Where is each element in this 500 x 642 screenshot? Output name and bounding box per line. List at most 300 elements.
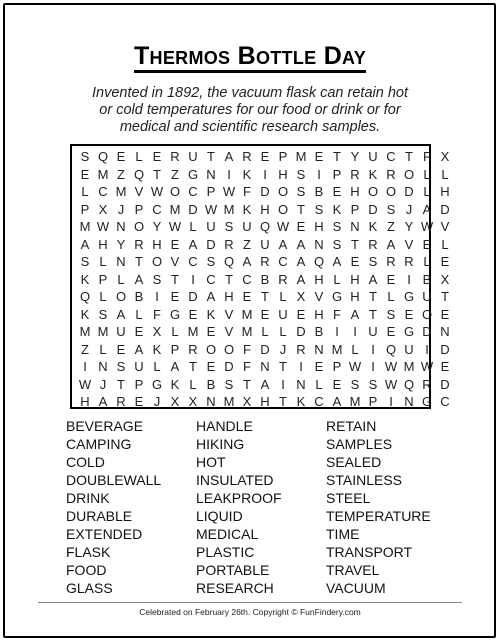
grid-letter: T (405, 149, 413, 164)
grid-letter: H (314, 306, 324, 322)
grid-letter: A (98, 394, 108, 409)
grid-letter: M (187, 324, 199, 339)
grid-letter: O (223, 341, 235, 357)
grid-letter: M (223, 394, 235, 409)
grid-letter: F (423, 149, 431, 164)
grid-letter: I (335, 324, 339, 339)
grid-letter: P (278, 149, 288, 164)
grid-letter: A (368, 271, 378, 287)
grid-letter: T (117, 376, 125, 392)
grid-letter: N (350, 219, 360, 234)
grid-letter: C (98, 184, 108, 199)
grid-letter: K (368, 166, 378, 182)
grid-letter: U (188, 149, 198, 164)
grid-letter: H (314, 271, 324, 287)
grid-letter: N (314, 341, 324, 357)
grid-letter: E (206, 324, 216, 339)
grid-letter: T (297, 201, 305, 217)
grid-letter: T (135, 254, 143, 269)
grid-letter: K (242, 166, 252, 182)
grid-letter: A (332, 394, 342, 409)
grid-letter: A (206, 289, 216, 304)
grid-row (72, 271, 450, 289)
grid-letter: T (153, 166, 161, 182)
grid-letter: E (170, 236, 180, 252)
grid-letter: K (368, 219, 378, 234)
grid-letter: J (153, 394, 161, 409)
grid-row (72, 358, 450, 376)
grid-letter: S (332, 236, 342, 252)
grid-letter: F (333, 306, 341, 322)
grid-letter: A (296, 236, 306, 252)
grid-letter: W (168, 219, 182, 234)
grid-letter: F (243, 184, 251, 199)
grid-letter: W (150, 184, 164, 199)
grid-letter: M (223, 201, 235, 217)
grid-letter: S (152, 271, 162, 287)
grid-letter: A (224, 149, 234, 164)
grid-letter: P (134, 201, 144, 217)
grid-letter: Y (116, 236, 126, 252)
intro-line: or cold temperatures for our food or drink or for (99, 102, 401, 118)
grid-letter: H (440, 184, 450, 199)
word-list-column (196, 417, 282, 597)
grid-letter: L (423, 184, 431, 199)
grid-letter: L (441, 236, 449, 252)
grid-letter: S (224, 219, 234, 234)
grid-letter: Z (117, 166, 125, 182)
grid-letter: Q (97, 149, 109, 164)
grid-letter: R (386, 166, 396, 182)
grid-letter: N (98, 359, 108, 374)
grid-letter: W (420, 219, 434, 234)
grid-letter: F (243, 341, 251, 357)
grid-row (72, 201, 450, 219)
grid-letter: K (80, 271, 90, 287)
grid-letter: P (170, 341, 180, 357)
grid-letter: E (134, 324, 144, 339)
grid-letter: O (151, 254, 163, 269)
grid-letter: M (169, 201, 181, 217)
grid-letter: D (260, 341, 270, 357)
grid-letter: R (134, 236, 144, 252)
word-list-item: GLASS (66, 580, 113, 596)
grid-letter: W (204, 201, 218, 217)
word-list-item: SEALED (326, 454, 382, 470)
grid-letter: O (403, 166, 415, 182)
grid-letter: W (276, 219, 290, 234)
grid-letter: A (296, 271, 306, 287)
grid-letter: K (170, 376, 180, 392)
grid-letter: W (384, 376, 398, 392)
grid-letter: L (189, 219, 197, 234)
grid-letter: P (350, 201, 360, 217)
footer-divider (38, 602, 462, 603)
grid-letter: P (368, 394, 378, 409)
grid-letter: T (279, 359, 287, 374)
grid-letter: S (80, 149, 90, 164)
grid-letter: A (80, 236, 90, 252)
grid-letter: S (224, 376, 234, 392)
grid-letter: L (99, 289, 107, 304)
grid-letter: L (135, 306, 143, 322)
grid-letter: T (171, 271, 179, 287)
grid-letter: E (116, 341, 126, 357)
grid-letter: I (371, 359, 375, 374)
grid-letter: L (261, 324, 269, 339)
grid-letter: Z (387, 219, 395, 234)
grid-letter: H (350, 271, 360, 287)
grid-letter: M (97, 166, 109, 182)
grid-letter: T (261, 289, 269, 304)
grid-letter: O (169, 184, 181, 199)
grid-letter: E (260, 306, 270, 322)
grid-letter: R (404, 254, 414, 269)
grid-letter: A (350, 306, 360, 322)
grid-letter: T (369, 289, 377, 304)
grid-letter: L (441, 166, 449, 182)
grid-letter: H (260, 201, 270, 217)
grid-letter: E (440, 359, 450, 374)
grid-row (72, 323, 450, 341)
grid-letter: P (332, 359, 342, 374)
word-list-item: DURABLE (66, 508, 133, 524)
grid-letter: T (279, 394, 287, 409)
grid-letter: W (78, 376, 92, 392)
grid-letter: M (97, 324, 109, 339)
grid-letter: I (281, 376, 285, 392)
grid-letter: A (116, 306, 126, 322)
grid-letter: L (279, 324, 287, 339)
grid-letter: N (440, 324, 450, 339)
grid-letter: E (206, 359, 216, 374)
grid-letter: I (263, 166, 267, 182)
grid-letter: V (134, 184, 144, 199)
grid-letter: S (296, 166, 306, 182)
grid-letter: F (153, 306, 161, 322)
word-list-item: TRANSPORT (326, 544, 413, 560)
grid-row (72, 341, 450, 359)
grid-letter: G (403, 324, 415, 339)
grid-letter: D (422, 324, 432, 339)
grid-letter: E (116, 149, 126, 164)
grid-letter: R (188, 341, 198, 357)
grid-letter: A (170, 359, 180, 374)
grid-letter: X (98, 201, 108, 217)
grid-letter: K (152, 341, 162, 357)
grid-letter: M (331, 341, 343, 357)
grid-letter: N (206, 166, 216, 182)
grid-letter: D (368, 201, 378, 217)
word-list-item: LIQUID (196, 508, 243, 524)
grid-letter: E (332, 184, 342, 199)
grid-letter: I (317, 166, 321, 182)
grid-letter: Y (152, 219, 162, 234)
grid-letter: I (389, 394, 393, 409)
grid-letter: X (440, 149, 450, 164)
grid-letter: D (404, 184, 414, 199)
grid-letter: T (189, 359, 197, 374)
grid-letter: S (116, 359, 126, 374)
grid-row (72, 166, 449, 184)
grid-letter: R (170, 149, 180, 164)
grid-letter: E (188, 306, 198, 322)
grid-letter: E (80, 166, 90, 182)
grid-letter: N (206, 394, 216, 409)
word-list-item: DOUBLEWALL (66, 472, 162, 488)
grid-letter: C (242, 271, 252, 287)
grid-letter: M (403, 359, 415, 374)
grid-letter: G (169, 306, 181, 322)
footer-copyright: Celebrated on February 26th. Copyright © FunFindery.com (139, 607, 361, 617)
grid-letter: C (152, 201, 162, 217)
grid-letter: D (206, 236, 216, 252)
grid-letter: I (299, 359, 303, 374)
grid-letter: W (420, 359, 434, 374)
grid-letter: W (222, 184, 236, 199)
grid-letter: Q (133, 166, 145, 182)
grid-letter: C (278, 254, 288, 269)
grid-letter: D (440, 341, 450, 357)
grid-letter: S (368, 376, 378, 392)
grid-letter: B (314, 324, 324, 339)
grid-letter: L (99, 254, 107, 269)
grid-letter: K (80, 306, 90, 322)
grid-letter: S (206, 254, 216, 269)
grid-letter: M (115, 184, 127, 199)
grid-letter: U (422, 289, 432, 304)
word-list-item: VACUUM (326, 580, 386, 596)
grid-letter: Y (350, 149, 360, 164)
grid-letter: V (440, 219, 450, 234)
grid-letter: L (171, 324, 179, 339)
grid-letter: D (188, 289, 198, 304)
grid-letter: I (191, 271, 195, 287)
grid-row (72, 253, 450, 271)
word-list-item: STEEL (326, 490, 371, 506)
grid-letter: H (98, 236, 108, 252)
word-list-item: FOOD (66, 562, 107, 578)
grid-letter: N (116, 219, 126, 234)
grid-letter: R (278, 271, 288, 287)
grid-letter: T (333, 149, 341, 164)
grid-letter: Y (404, 219, 414, 234)
grid-letter: Z (243, 236, 251, 252)
grid-letter: U (116, 324, 126, 339)
grid-letter: I (371, 341, 375, 357)
grid-letter: X (242, 394, 252, 409)
grid-letter: D (440, 376, 450, 392)
grid-letter: P (206, 184, 216, 199)
grid-letter: G (187, 166, 199, 182)
grid-letter: P (332, 166, 342, 182)
grid-letter: A (296, 254, 306, 269)
page-title (0, 42, 500, 71)
grid-letter: J (405, 201, 413, 217)
grid-row (72, 183, 450, 201)
grid-letter: F (243, 359, 251, 374)
grid-letter: B (422, 271, 432, 287)
grid-letter: H (314, 219, 324, 234)
word-list-item: PLASTIC (196, 544, 255, 560)
grid-letter: S (80, 254, 90, 269)
grid-letter: T (369, 306, 377, 322)
word-list-item: TRAVEL (326, 562, 380, 578)
word-list-column (66, 417, 161, 597)
grid-letter: L (423, 254, 431, 269)
grid-letter: E (152, 149, 162, 164)
grid-letter: L (387, 289, 395, 304)
grid-letter: N (404, 394, 414, 409)
grid-letter: A (134, 271, 144, 287)
grid-letter: K (296, 394, 306, 409)
grid-letter: O (421, 306, 433, 322)
grid-letter: G (151, 376, 163, 392)
grid-letter: A (260, 376, 270, 392)
grid-letter: E (170, 289, 180, 304)
grid-letter: W (384, 359, 398, 374)
grid-letter: S (350, 376, 360, 392)
grid-letter: C (440, 394, 450, 409)
grid-letter: R (350, 166, 360, 182)
grid-letter: N (116, 254, 126, 269)
grid-letter: P (98, 271, 108, 287)
grid-letter: I (155, 289, 159, 304)
grid-letter: E (134, 394, 144, 409)
grid-letter: I (227, 166, 231, 182)
grid-letter: A (422, 201, 432, 217)
grid-letter: M (79, 219, 91, 234)
grid-letter: M (79, 324, 91, 339)
intro-text (60, 85, 440, 136)
grid-letter: N (314, 236, 324, 252)
word-list-item: PORTABLE (196, 562, 270, 578)
grid-letter: W (96, 219, 110, 234)
grid-letter: V (314, 289, 324, 304)
grid-letter: A (188, 236, 198, 252)
grid-letter: A (278, 236, 288, 252)
grid-letter: Q (403, 376, 415, 392)
grid-letter: U (368, 324, 378, 339)
grid-letter: Q (79, 289, 91, 304)
grid-letter: U (242, 219, 252, 234)
grid-letter: E (440, 254, 450, 269)
word-list-item: RESEARCH (196, 580, 274, 596)
word-list-item: LEAKPROOF (196, 490, 282, 506)
grid-letter: A (242, 254, 252, 269)
word-list-item: TIME (326, 526, 360, 542)
grid-letter: U (404, 341, 414, 357)
grid-letter: X (152, 324, 162, 339)
grid-letter: E (242, 289, 252, 304)
grid-letter: K (206, 306, 216, 322)
grid-letter: O (205, 341, 217, 357)
word-list-item: BEVERAGE (66, 418, 144, 434)
grid-letter: D (296, 324, 306, 339)
grid-letter: O (133, 219, 145, 234)
grid-letter: E (422, 236, 432, 252)
grid-letter: N (296, 376, 306, 392)
word-list-item: DRINK (66, 490, 110, 506)
grid-letter: T (243, 376, 251, 392)
grid-letter: R (224, 236, 234, 252)
grid-letter: O (115, 289, 127, 304)
word-list-item: STAINLESS (326, 472, 402, 488)
grid-letter: E (314, 359, 324, 374)
word-search-grid (70, 144, 450, 409)
grid-letter: X (170, 394, 180, 409)
word-list-item: INSULATED (196, 472, 274, 488)
grid-letter: V (224, 306, 234, 322)
grid-letter: H (224, 289, 234, 304)
grid-letter: J (279, 341, 287, 357)
grid-letter: D (188, 201, 198, 217)
grid-letter: H (350, 184, 360, 199)
grid-letter: L (315, 376, 323, 392)
word-list-item: HANDLE (196, 418, 253, 434)
word-list-item: HOT (196, 454, 226, 470)
grid-letter: R (260, 254, 270, 269)
grid-letter: G (331, 289, 343, 304)
grid-letter: G (421, 394, 433, 409)
grid-letter: J (99, 376, 107, 392)
grid-letter: U (368, 149, 378, 164)
grid-letter: I (353, 324, 357, 339)
grid-letter: G (403, 289, 415, 304)
grid-letter: L (189, 376, 197, 392)
grid-row (72, 148, 450, 166)
grid-letter: A (332, 254, 342, 269)
grid-letter: L (135, 149, 143, 164)
grid-letter: O (277, 184, 289, 199)
grid-letter: O (385, 184, 397, 199)
grid-letter: B (314, 184, 324, 199)
grid-letter: E (296, 219, 306, 234)
word-list-item: COLD (66, 454, 105, 470)
grid-letter: L (117, 271, 125, 287)
grid-letter: M (241, 306, 253, 322)
grid-letter: V (404, 236, 414, 252)
grid-letter: R (422, 376, 432, 392)
grid-letter: E (350, 254, 360, 269)
grid-letter: C (206, 271, 216, 287)
word-list-item: SAMPLES (326, 436, 393, 452)
grid-letter: O (277, 201, 289, 217)
grid-letter: K (242, 201, 252, 217)
grid-row (72, 288, 449, 306)
grid-letter: X (296, 289, 306, 304)
grid-letter: K (332, 201, 342, 217)
grid-letter: M (349, 394, 361, 409)
grid-letter: H (350, 289, 360, 304)
grid-letter: E (386, 324, 396, 339)
grid-letter: L (423, 166, 431, 182)
grid-letter: E (260, 149, 270, 164)
grid-letter: U (260, 236, 270, 252)
grid-letter: Q (313, 254, 325, 269)
grid-letter: U (278, 306, 288, 322)
grid-row (72, 393, 450, 411)
grid-letter: C (314, 394, 324, 409)
grid-letter: B (206, 376, 216, 392)
grid-letter: R (296, 341, 306, 357)
grid-letter: R (242, 149, 252, 164)
word-list-item: EXTENDED (66, 526, 143, 542)
grid-letter: X (188, 394, 198, 409)
grid-letter: H (260, 394, 270, 409)
grid-letter: M (295, 149, 307, 164)
grid-letter: W (348, 359, 362, 374)
